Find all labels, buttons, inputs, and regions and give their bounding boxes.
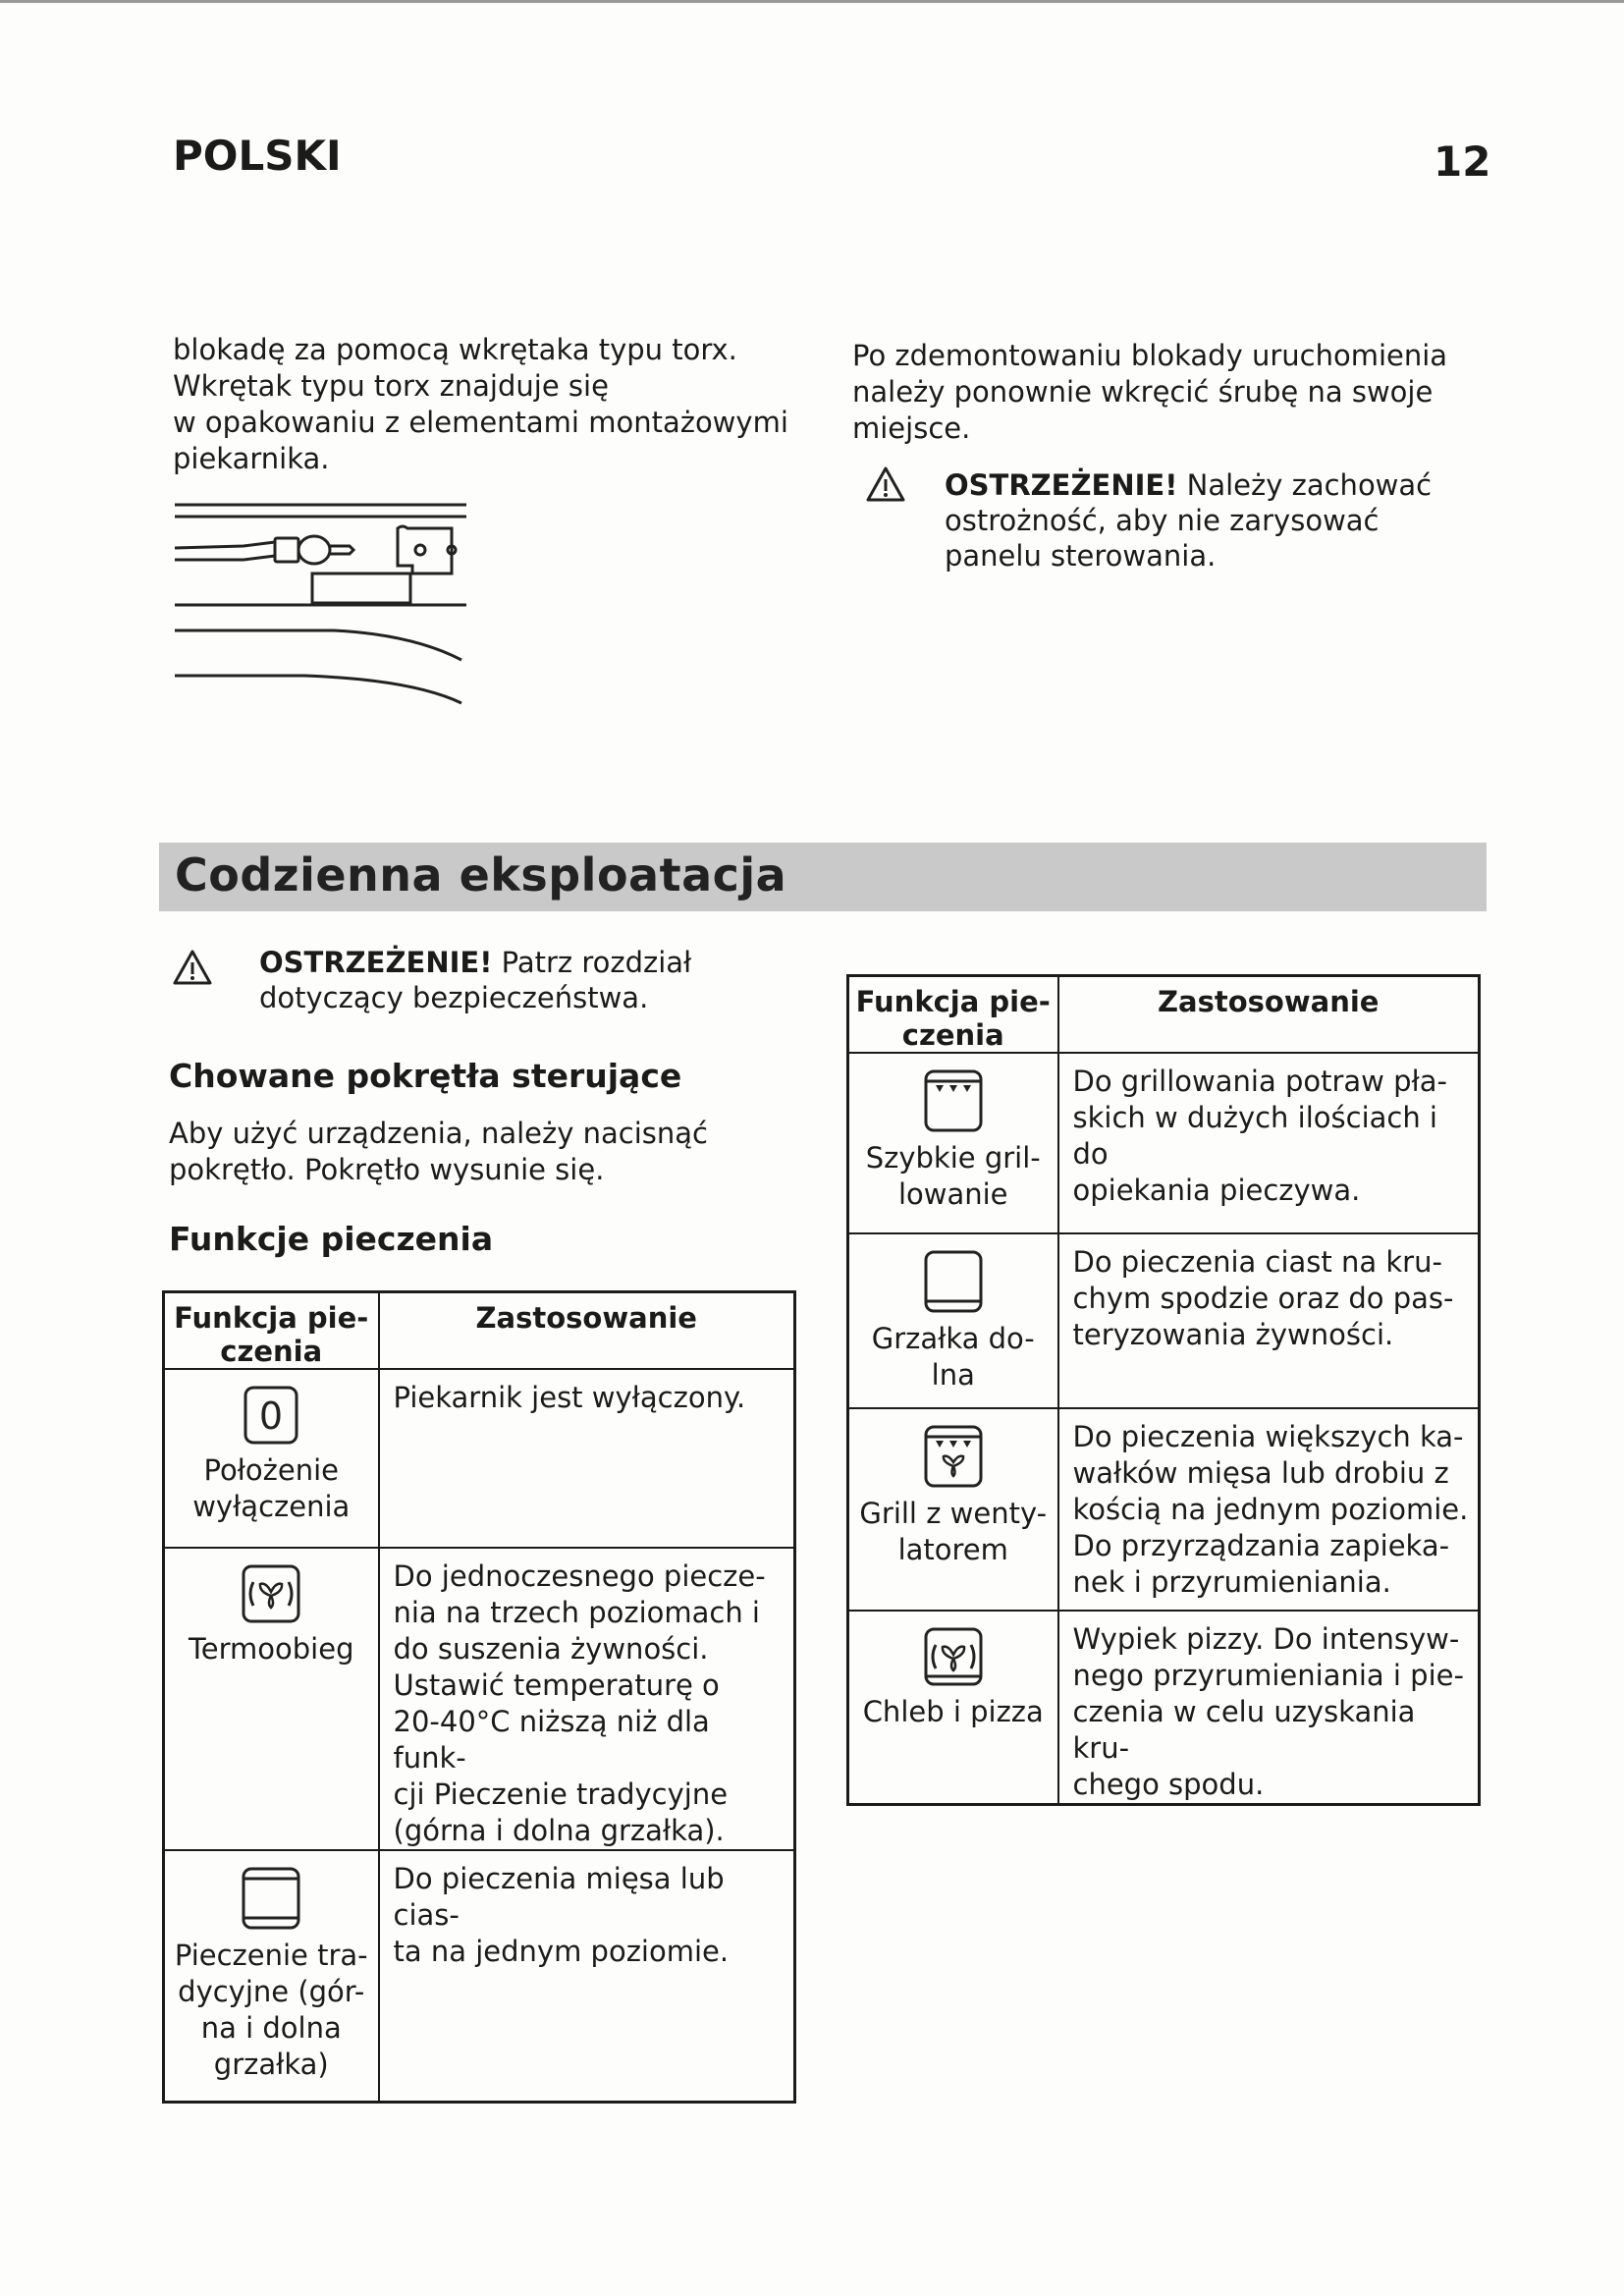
usage-text: nia na trzech poziomach i	[393, 1596, 760, 1629]
header-text: czenia	[901, 1018, 1004, 1052]
function-name: Pieczenie tra-	[174, 1939, 368, 1972]
page-number: 12	[1434, 137, 1491, 186]
knobs-heading: Chowane pokrętła sterujące	[169, 1057, 682, 1095]
section-banner	[159, 843, 1487, 911]
warning-label: OSTRZEŻENIE!	[259, 946, 493, 979]
usage-text: Do jednoczesnego piecze-	[393, 1559, 766, 1593]
column-header-usage	[379, 1292, 795, 1370]
table-row	[164, 1850, 795, 2102]
function-name: Szybkie gril-	[865, 1141, 1041, 1175]
function-name: grzałka)	[213, 2048, 329, 2081]
warning-line	[945, 467, 1494, 503]
table-row	[164, 1548, 795, 1850]
usage-text: opiekania pieczywa.	[1072, 1174, 1361, 1207]
header-text: Zastosowanie	[475, 1301, 697, 1335]
usage-text: (górna i dolna grzałka).	[393, 1814, 725, 1847]
function-cell	[848, 1233, 1058, 1408]
usage-text: czenia w celu uzyskania kru-	[1072, 1695, 1416, 1765]
table-row	[848, 1408, 1480, 1611]
function-cell	[164, 1850, 379, 2102]
usage-text: Do pieczenia większych ka-	[1072, 1420, 1464, 1453]
top-bottom-heat-icon	[240, 1865, 302, 1932]
function-name: latorem	[897, 1533, 1008, 1566]
knobs-text	[169, 1116, 758, 1188]
usage-text: do suszenia żywności.	[393, 1632, 709, 1666]
usage-text: ta na jednym poziomie.	[393, 1935, 730, 1968]
table-header-row	[848, 976, 1480, 1054]
function-name: dycyjne (gór-	[178, 1975, 365, 2008]
usage-text: Do przyrządzania zapieka-	[1072, 1529, 1450, 1562]
warning-triangle-icon	[866, 465, 905, 503]
table-row	[848, 1611, 1480, 1805]
usage-cell	[379, 1369, 795, 1548]
usage-text: chym spodzie oraz do pas-	[1072, 1282, 1454, 1315]
function-cell	[848, 1408, 1058, 1611]
warning-line: ostrożność, aby nie zarysować	[945, 504, 1380, 537]
warning-triangle-icon	[173, 949, 212, 986]
functions-heading: Funkcje pieczenia	[169, 1220, 494, 1258]
column-header-function	[164, 1292, 379, 1370]
table-row	[848, 1233, 1480, 1408]
text-line: pokrętło. Pokrętło wysunie się.	[169, 1153, 605, 1186]
function-name: Termoobieg	[189, 1632, 354, 1666]
column-header-usage	[1058, 976, 1480, 1054]
function-name: lowanie	[897, 1177, 1008, 1211]
language-header: POLSKI	[173, 132, 342, 180]
warning-label: OSTRZEŻENIE!	[945, 468, 1178, 502]
warning-line	[259, 945, 770, 980]
header-text: Zastosowanie	[1158, 985, 1380, 1018]
function-name: wyłączenia	[192, 1490, 351, 1523]
safety-warning	[259, 945, 770, 1015]
text-line: Wkrętak typu torx znajduje się	[173, 369, 609, 403]
usage-cell	[1058, 1611, 1480, 1805]
text-line: należy ponownie wkręcić śrubę na swoje	[852, 375, 1434, 409]
usage-text: Do pieczenia mięsa lub cias-	[393, 1862, 725, 1932]
function-name: Położenie	[203, 1453, 340, 1487]
panel-scratch-warning	[945, 467, 1494, 574]
usage-text: wałków mięsa lub drobiu z	[1072, 1456, 1449, 1490]
function-name: Grill z wenty-	[859, 1497, 1048, 1530]
bottom-heat-icon	[922, 1248, 985, 1315]
function-cell	[164, 1369, 379, 1548]
function-name: lna	[931, 1358, 975, 1392]
functions-table-left	[162, 1290, 796, 2104]
usage-text: Do pieczenia ciast na kru-	[1072, 1245, 1442, 1279]
usage-text: Wypiek pizzy. Do intensyw-	[1072, 1622, 1460, 1656]
usage-text: Do grillowania potraw pła-	[1072, 1065, 1447, 1098]
function-cell	[848, 1611, 1058, 1805]
text-line: piekarnika.	[173, 442, 330, 475]
pizza-icon	[922, 1625, 985, 1688]
function-cell	[848, 1053, 1058, 1233]
zero-position-icon	[242, 1384, 300, 1447]
header-text: czenia	[220, 1335, 323, 1368]
usage-cell	[379, 1850, 795, 2102]
usage-text: Ustawić temperaturę o	[393, 1668, 720, 1702]
usage-cell	[1058, 1233, 1480, 1408]
warning-text: Patrz rozdział	[501, 946, 692, 979]
table-row	[164, 1369, 795, 1548]
warning-text: Należy zachować	[1186, 468, 1433, 502]
usage-text: 20-40°C niższą niż dla funk-	[393, 1705, 710, 1775]
usage-text: chego spodu.	[1072, 1768, 1265, 1801]
usage-text: Piekarnik jest wyłączony.	[393, 1381, 746, 1414]
functions-table-right	[846, 974, 1481, 1806]
table-row	[848, 1053, 1480, 1233]
usage-cell	[1058, 1053, 1480, 1233]
usage-text: nek i przyrumieniania.	[1072, 1565, 1391, 1599]
table-header-row	[164, 1292, 795, 1370]
function-name: Chleb i pizza	[862, 1695, 1044, 1728]
usage-cell	[1058, 1408, 1480, 1611]
reinstall-screw-text	[852, 338, 1481, 447]
fan-grill-icon	[922, 1423, 985, 1490]
header-text: Funkcja pie-	[855, 985, 1051, 1018]
svg-text:0: 0	[259, 1394, 284, 1438]
text-line: Aby użyć urządzenia, należy nacisnąć	[169, 1117, 708, 1150]
fast-grill-icon	[922, 1067, 985, 1134]
header-text: Funkcja pie-	[174, 1301, 369, 1335]
usage-text: skich w dużych ilościach i do	[1072, 1101, 1437, 1171]
function-cell	[164, 1548, 379, 1850]
usage-text: kością na jednym poziomie.	[1072, 1493, 1469, 1526]
warning-line: panelu sterowania.	[945, 539, 1217, 573]
usage-text: teryzowania żywności.	[1072, 1318, 1394, 1351]
torx-screwdriver-illustration	[167, 491, 481, 707]
text-line: miejsce.	[852, 411, 971, 445]
section-title: Codzienna eksploatacja	[175, 848, 787, 902]
usage-text: nego przyrumieniania i pie-	[1072, 1659, 1464, 1692]
usage-cell	[379, 1548, 795, 1850]
scan-top-edge	[0, 0, 1624, 3]
torx-instructions	[173, 332, 801, 477]
function-name: Grzałka do-	[871, 1322, 1035, 1355]
fan-icon	[240, 1562, 302, 1625]
text-line: blokadę za pomocą wkrętaka typu torx.	[173, 333, 737, 366]
text-line: w opakowaniu z elementami montażowymi	[173, 406, 788, 439]
warning-line: dotyczący bezpieczeństwa.	[259, 981, 649, 1014]
column-header-function	[848, 976, 1058, 1054]
text-line: Po zdemontowaniu blokady uruchomienia	[852, 339, 1448, 372]
usage-text: cji Pieczenie tradycyjne	[393, 1777, 729, 1811]
function-name: na i dolna	[200, 2011, 342, 2045]
